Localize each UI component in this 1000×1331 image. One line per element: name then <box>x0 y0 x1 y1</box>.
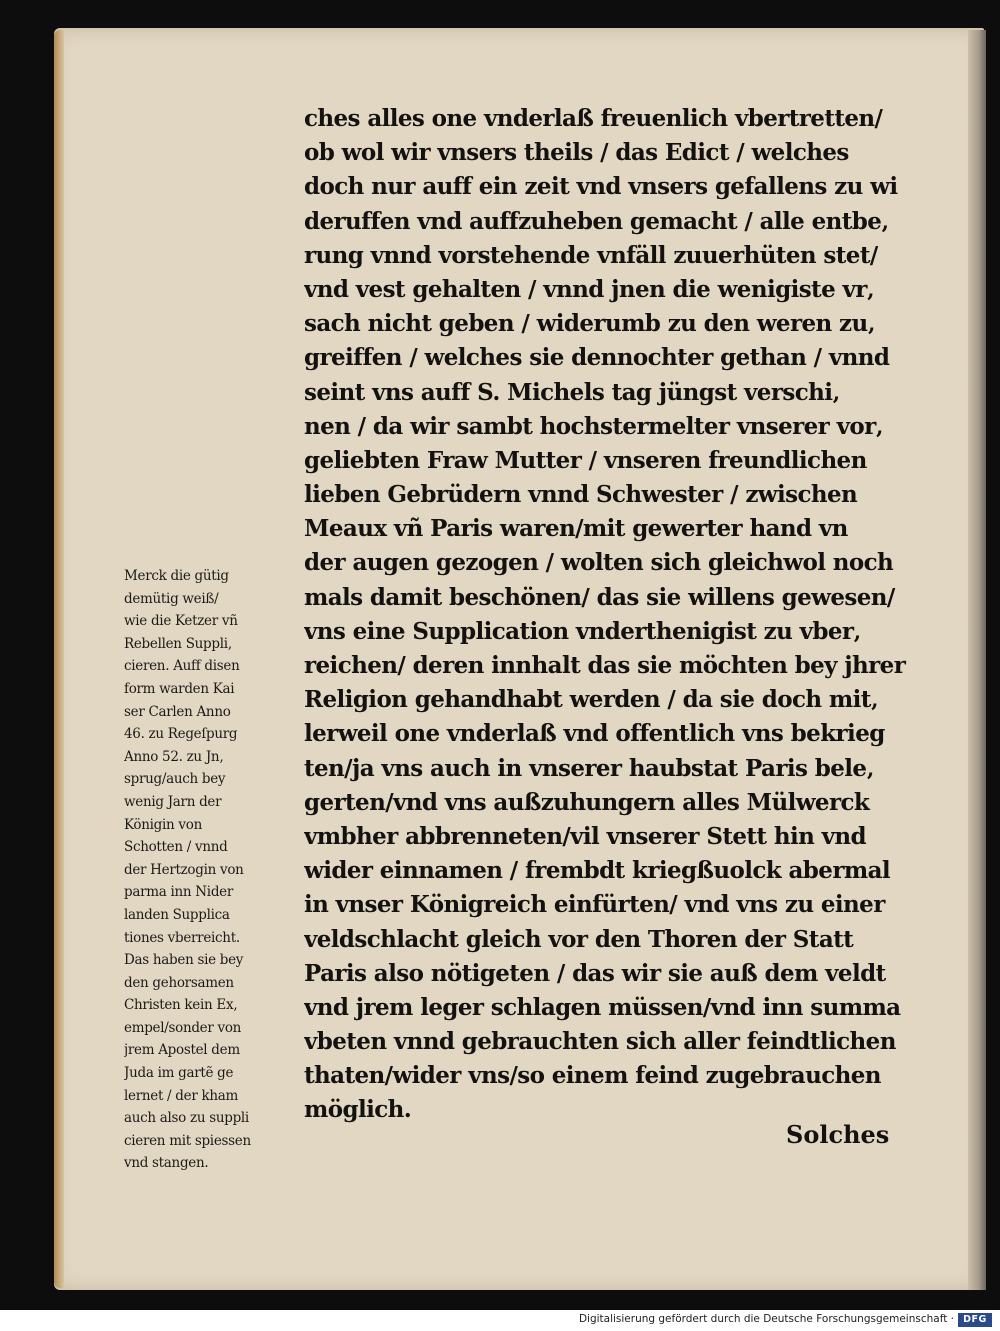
text-line: vnd jrem leger schlagen müssen/vnd inn summa <box>304 993 901 1021</box>
text-line: der augen gezogen / wolten sich gleichwol noch <box>304 549 894 577</box>
text-line: vmbher abbrenneten/vil vnserer Stett hin vnd <box>304 822 867 850</box>
main-text-block <box>304 102 914 1128</box>
text-line: lieben Gebrüdern vnnd Schwester / zwischen <box>304 481 858 509</box>
margin-note-line: auch also zu suppli <box>124 1110 249 1127</box>
text-line: geliebten Fraw Mutter / vnseren freundlichen <box>304 446 867 474</box>
catchword: Solches <box>786 1120 890 1149</box>
text-line: rung vnnd vorstehende vnfäll zuuerhüten stet/ <box>304 241 878 269</box>
text-line: Religion gehandhabt werden / da sie doch mit‚ <box>304 686 879 714</box>
text-line: ob wol wir vnsers theils / das Edict / welches <box>304 139 849 167</box>
margin-note-line: empel/sonder von <box>124 1019 242 1036</box>
margin-note-line: Anno 52. zu Jn‚ <box>124 748 224 765</box>
text-line: nen / da wir sambt hochstermelter vnserer vor‚ <box>304 412 884 440</box>
margin-note-line: Das haben sie bey <box>124 952 244 969</box>
margin-note-line: Merck die gütig <box>124 568 229 584</box>
margin-note-line: ser Carlen Anno <box>124 703 231 720</box>
margin-note-line: wenig Jarn der <box>124 793 222 810</box>
text-line: möglich. <box>304 1096 412 1124</box>
margin-note-line: Rebellen Suppli‚ <box>124 635 232 652</box>
page-left-edge <box>54 30 64 1288</box>
page-right-edge <box>968 30 986 1290</box>
margin-note-line: sprug/auch bey <box>124 771 226 788</box>
footer-credit: Digitalisierung gefördert durch die Deutsche Forschungsgemeinschaft · <box>578 1313 954 1325</box>
margin-note-line: vnd stangen. <box>124 1155 209 1172</box>
text-line: Meaux vñ Paris waren/mit gewerter hand vn <box>304 515 848 543</box>
text-line: Paris also nötigeten / das wir sie auß dem veldt <box>304 959 886 987</box>
text-line: mals damit beschönen/ das sie willens gewesen/ <box>304 583 895 611</box>
text-line: vnd vest gehalten / vnnd jnen die wenigiste vr‚ <box>304 275 875 303</box>
margin-note-line: cieren mit spiessen <box>124 1132 251 1149</box>
margin-note-line: jrem Apostel dem <box>124 1042 240 1059</box>
text-line: reichen/ deren innhalt das sie möchten bey jhrer <box>304 652 906 679</box>
text-line: sach nicht geben / widerumb zu den weren zu‚ <box>304 310 876 338</box>
text-line: ches alles one vnderlaß freuenlich vbertretten/ <box>304 105 883 132</box>
margin-note-line: parma inn Nider <box>124 884 233 901</box>
text-line: greiffen / welches sie dennochter gethan / vnnd <box>304 344 890 372</box>
margin-note-line: cieren. Auff disen <box>124 658 240 675</box>
footer-bar <box>0 1310 1000 1331</box>
margin-note-line: wie die Ketzer vñ <box>124 613 238 630</box>
text-line: doch nur auff ein zeit vnd vnsers gefallens zu wi <box>304 173 898 201</box>
margin-note-line: demütig weiß/ <box>124 590 219 607</box>
text-line: vns eine Supplication vnderthenigist zu vber‚ <box>304 617 861 645</box>
margin-note-line: der Hertzogin von <box>124 861 244 878</box>
dfg-logo-icon: DFG <box>958 1313 992 1327</box>
text-line: seint vns auff S. Michels tag jüngst verschi‚ <box>304 378 840 406</box>
margin-note-line: Christen kein Ex‚ <box>124 997 238 1014</box>
text-line: in vnser Königreich einfürten/ vnd vns zu einer <box>304 891 885 919</box>
margin-note-line: landen Supplica <box>124 906 230 923</box>
text-line: thaten/wider vns/so einem feind zugebrauchen <box>304 1062 881 1090</box>
text-line: gerten/vnd vns außzuhungern alles Mülwerck <box>304 788 870 816</box>
text-line: vbeten vnnd gebrauchten sich aller feindtlichen <box>304 1028 896 1056</box>
marginal-note <box>124 565 302 1175</box>
margin-note-line: form warden Kai <box>124 680 235 697</box>
margin-note-line: Schotten / vnnd <box>124 839 228 856</box>
margin-note-line: Königin von <box>124 816 202 833</box>
margin-note-line: den gehorsamen <box>124 974 234 991</box>
text-line: lerweil one vnderlaß vnd offentlich vns bekrieg <box>304 720 885 748</box>
text-line: wider einnamen / frembdt kriegßuolck abermal <box>304 857 891 885</box>
text-line: veldschlacht gleich vor den Thoren der Statt <box>304 925 854 953</box>
margin-note-line: lernet / der kham <box>124 1087 239 1104</box>
text-line: deruffen vnd auffzuheben gemacht / alle entbe‚ <box>304 207 889 235</box>
margin-note-line: tiones vberreicht. <box>124 929 240 946</box>
margin-note-line: 46. zu Regeſpurg <box>124 726 238 743</box>
margin-note-line: Juda im gartẽ ge <box>124 1065 234 1082</box>
text-line: ten/ja vns auch in vnserer haubstat Paris bele‚ <box>304 754 874 782</box>
